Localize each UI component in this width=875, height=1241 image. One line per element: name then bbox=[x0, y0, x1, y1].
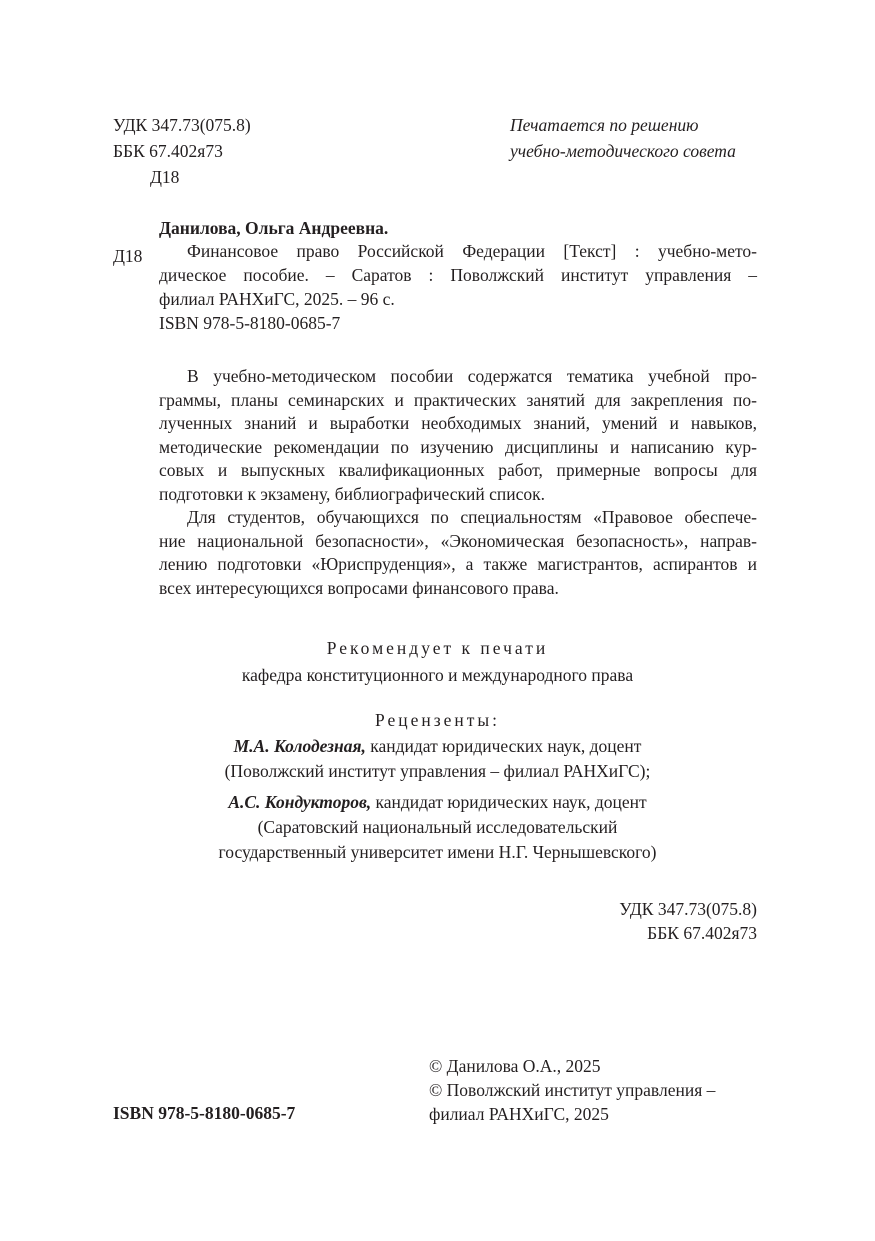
biblio-line: филиал РАНХиГС, 2025. – 96 с. bbox=[159, 289, 395, 309]
annotation-line: ние национальной безопасности», «Экономическая безопасность», направ- bbox=[159, 530, 757, 551]
annotation-line: лению подготовки «Юриспруденция», а также магистрантов, аспирантов и bbox=[159, 554, 757, 574]
reviewer-1 bbox=[0, 735, 875, 757]
biblio-record bbox=[159, 239, 757, 335]
udk-code: УДК 347.73(075.8) bbox=[113, 115, 251, 135]
reviewer-2-name: А.С. Кондукторов, bbox=[228, 792, 372, 812]
reviewer-1-title: кандидат юридических наук, доцент bbox=[365, 736, 642, 756]
reviewer-2-title: кандидат юридических наук, доцент bbox=[371, 792, 647, 812]
biblio-author: Данилова, Ольга Андреевна. bbox=[159, 218, 389, 238]
classification-udk: УДК 347.73(075.8) bbox=[619, 899, 757, 919]
classification-bbk: ББК 67.402я73 bbox=[647, 923, 757, 943]
biblio-line: дическое пособие. – Саратов : Поволжский институт управления – bbox=[159, 265, 757, 285]
annotation-line: совых и выпускных квалификационных работ, примерные вопросы для bbox=[159, 460, 757, 480]
reviewer-1-name: М.А. Колодезная, bbox=[233, 736, 366, 756]
copyright-institute-line2: филиал РАНХиГС, 2025 bbox=[429, 1104, 609, 1124]
footer-isbn: ISBN 978-5-8180-0685-7 bbox=[113, 1103, 296, 1123]
annotation-paragraph-1 bbox=[159, 365, 757, 506]
print-note-line2: учебно-методического совета bbox=[510, 141, 736, 161]
annotation-line: В учебно-методическом пособии содержатся тематика учебной про- bbox=[187, 366, 757, 386]
copyright-institute-line1: © Поволжский институт управления – bbox=[429, 1080, 716, 1100]
annotation-paragraph-2 bbox=[159, 506, 757, 600]
bbk-code: ББК 67.402я73 bbox=[113, 141, 223, 161]
annotation-line: методические рекомендации по изучению дисциплины и написанию кур- bbox=[159, 436, 757, 457]
annotation-line: подготовки к экзамену, библиографический список. bbox=[159, 483, 545, 504]
reviewer-2-org-line2: государственный университет имени Н.Г. Чернышевского) bbox=[218, 842, 657, 862]
annotation-line: всех интересующихся вопросами финансового права. bbox=[159, 577, 559, 598]
recommend-department: кафедра конституционного и международного права bbox=[241, 665, 634, 685]
annotation-line: граммы, планы семинарских и практических занятий для закрепления по- bbox=[159, 389, 757, 410]
recommend-heading: Рекомендует к печати bbox=[326, 638, 549, 658]
author-sign: Д18 bbox=[150, 167, 180, 187]
reviewer-2 bbox=[0, 791, 875, 813]
biblio-isbn: ISBN 978-5-8180-0685-7 bbox=[159, 313, 341, 333]
annotation-line: Для студентов, обучающихся по специальностям «Правовое обеспече- bbox=[187, 507, 757, 527]
reviewers-heading: Рецензенты: bbox=[374, 710, 501, 730]
print-note-line1: Печатается по решению bbox=[510, 115, 699, 135]
reviewer-1-org: (Поволжский институт управления – филиал РАНХиГС); bbox=[224, 761, 651, 781]
biblio-sign: Д18 bbox=[113, 246, 143, 266]
annotation-line: лученных знаний и выработки необходимых знаний, умений и навыков, bbox=[159, 413, 757, 433]
reviewer-2-org-line1: (Саратовский национальный исследовательский bbox=[257, 817, 618, 837]
biblio-line: Финансовое право Российской Федерации [Текст] : учебно-мето- bbox=[187, 241, 757, 261]
copyright-author: © Данилова О.А., 2025 bbox=[429, 1056, 601, 1076]
